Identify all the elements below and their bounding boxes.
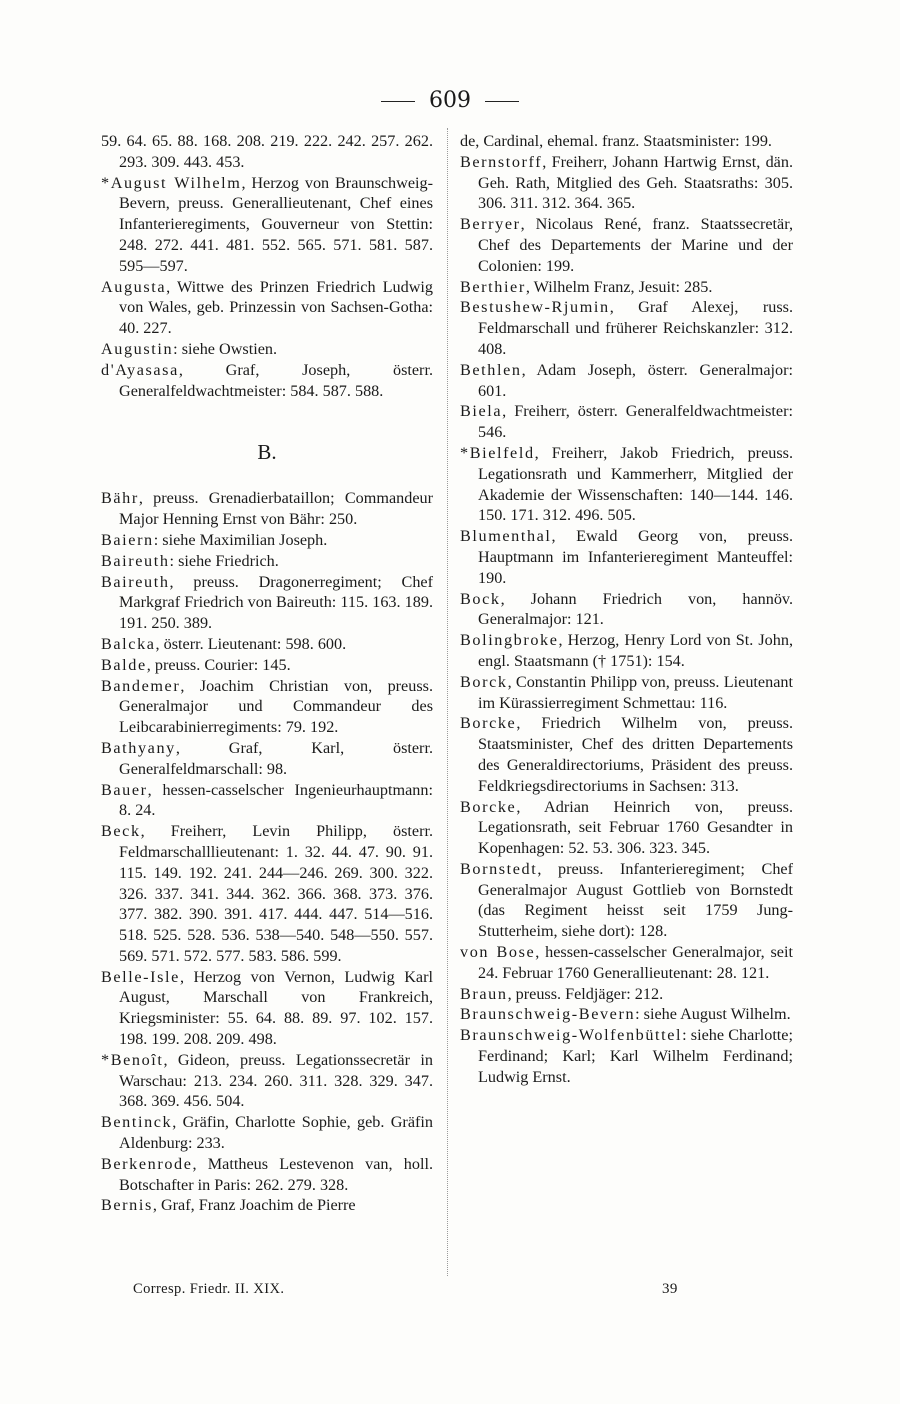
entry-headword: Biela xyxy=(460,402,503,421)
entry-headword: Beck xyxy=(101,822,141,841)
entry-headword: Blumenthal xyxy=(460,527,552,546)
entry-headword: von Bose xyxy=(460,943,536,962)
entry-headword: Bernstorff xyxy=(460,152,543,171)
index-entry xyxy=(460,297,793,359)
index-entry xyxy=(460,942,793,984)
entry-headword: Borck xyxy=(460,672,508,691)
index-entry xyxy=(460,360,793,402)
index-entry xyxy=(101,277,433,339)
entry-text: , Gideon, preuss. Legationssecretär in Warschau: 213. 234. 260. 311. 328. 329. 347. 368. 369. 456. 504. xyxy=(119,1050,433,1111)
entry-text: , Freiherr, Jakob Friedrich, preuss. Legationsrath und Kammerherr, Mitglied der Akademie der Wissenschaften: 140—144. 146. 150. 171. 312. 496. 505. xyxy=(478,443,793,525)
index-entry xyxy=(460,589,793,631)
entry-headword: Bock xyxy=(460,589,501,608)
entry-text: 59. 64. 65. 88. 168. 208. 219. 222. 242. 257. 262. 293. 309. 443. 453. xyxy=(101,132,433,171)
entry-text: , Friedrich Wilhelm von, preuss. Staatsminister, Chef des dritten Departements des Generaldirectoriums, Präsident des preuss. Feldkriegsdirectoriums in Sachsen: 313. xyxy=(478,714,793,795)
entry-headword: Bandemer xyxy=(101,676,181,695)
entry-text: , Ewald Georg von, preuss. Hauptmann im Infanterieregiment Manteuffel: 190. xyxy=(478,527,793,587)
column-divider xyxy=(447,128,448,1276)
index-entry xyxy=(460,672,793,714)
index-entry xyxy=(101,173,433,277)
index-entry xyxy=(460,131,793,152)
entry-headword: Belle-Isle xyxy=(101,967,180,986)
entry-headword: Borcke xyxy=(460,714,517,733)
index-entry xyxy=(101,551,433,572)
entry-headword: Borcke xyxy=(460,797,517,816)
entry-text: , Adrian Heinrich von, preuss. Legationsrath, seit Februar 1760 Gesandter in Kopenhagen: 52. 53. 306. 323. 345. xyxy=(478,797,793,858)
index-entry xyxy=(101,967,433,1050)
entry-headword: Baireuth xyxy=(101,572,170,591)
entry-text: , Gräfin, Charlotte Sophie, geb. Gräfin Aldenburg: 233. xyxy=(119,1113,433,1153)
entry-headword: Baireuth xyxy=(101,551,170,570)
entry-text: , preuss. Courier: 145. xyxy=(146,655,291,674)
header-rule-right xyxy=(485,101,519,102)
entry-headword: Balcka xyxy=(101,634,156,653)
entry-text: , Graf, Karl, österr. Generalfeldmarschall: 98. xyxy=(119,738,433,778)
left-column xyxy=(101,131,433,1216)
header-rule-left xyxy=(381,101,415,102)
entry-text: , Nicolaus René, franz. Staatssecretär, Chef des Departements der Marine und der Colonien: 199. xyxy=(478,215,793,275)
page-number: 609 xyxy=(429,88,471,113)
entry-text: , österr. Lieutenant: 598. 600. xyxy=(155,634,347,653)
entry-headword: *August Wilhelm xyxy=(101,173,242,192)
index-entry xyxy=(101,738,433,780)
entry-text: : siehe Friedrich. xyxy=(169,551,279,570)
index-entry xyxy=(460,1004,793,1025)
index-entry xyxy=(101,634,433,655)
index-entry xyxy=(101,821,433,967)
entry-text: , Herzog von Vernon, Ludwig Karl August, Marschall von Frankreich, Kriegsminister: 55. 64. 88. 89. 97. 102. 157. 198. 199. 208. 209. 498. xyxy=(119,967,433,1049)
entry-text: : siehe Charlotte; Ferdinand; Karl; Karl Wilhelm Ferdinand; Ludwig Ernst. xyxy=(478,1026,793,1086)
entry-text: : siehe August Wilhelm. xyxy=(635,1005,791,1024)
entry-headword: Augustin xyxy=(101,339,174,358)
left-entries-b xyxy=(101,488,433,1216)
entry-headword: Bentinck xyxy=(101,1113,173,1132)
index-entry xyxy=(101,339,433,360)
index-entry xyxy=(101,530,433,551)
entry-headword: Bestushew-Rjumin xyxy=(460,298,610,317)
entry-headword: Augusta xyxy=(101,277,167,296)
index-entry xyxy=(460,797,793,859)
left-entries-a xyxy=(101,131,433,401)
index-entry xyxy=(101,1050,433,1112)
entry-headword: Bolingbroke xyxy=(460,631,559,650)
index-entry xyxy=(101,572,433,634)
index-entry xyxy=(101,1195,433,1216)
entry-text: , Freiherr, Levin Philipp, österr. Feldmarschalllieutenant: 1. 32. 44. 47. 90. 91. 115. 149. 192. 241. 244—246. 269. 300. 322. 326. 337. 341. 344. 362. 366. 368. 373. 376. 377. 382. 390. 391. 417. 444. 447. 514—516. 518. 525. 528. 536. 538—540. 548—550. 557. 569. 571. 572. 577. 583. 586. 599. xyxy=(119,822,433,965)
entry-text: : siehe Owstien. xyxy=(173,339,278,358)
entry-text: , Constantin Philipp von, preuss. Lieutenant im Kürassierregiment Schmettau: 116. xyxy=(478,672,793,712)
index-entry xyxy=(460,859,793,942)
entry-text: , Freiherr, Johann Hartwig Ernst, dän. Geh. Rath, Mitglied des Geh. Staatsraths: 305. 306. 311. 312. 364. 365. xyxy=(478,152,793,213)
entry-headword: *Bielfeld xyxy=(460,443,535,462)
footer-sheet-number: 39 xyxy=(662,1281,678,1297)
section-heading: B. xyxy=(257,440,277,465)
entry-text: : siehe Maximilian Joseph. xyxy=(153,530,328,549)
index-entry xyxy=(460,401,793,443)
index-entry xyxy=(101,676,433,738)
entry-text: , Herzog, Henry Lord von St. John, engl. Staatsmann († 1751): 154. xyxy=(478,631,793,670)
entry-headword: Bethlen xyxy=(460,360,522,379)
entry-headword: Bauer xyxy=(101,780,148,799)
right-column xyxy=(460,131,793,1088)
index-entry xyxy=(101,1154,433,1196)
entry-headword: Berryer xyxy=(460,215,521,234)
index-entry xyxy=(460,152,793,214)
entry-text: , Adam Joseph, österr. Generalmajor: 601. xyxy=(478,360,793,400)
entry-headword: Braunschweig-Wolfenbüttel xyxy=(460,1026,683,1045)
entry-text: , hessen-casselscher Ingenieurhauptmann: 8. 24. xyxy=(119,780,433,820)
right-entries xyxy=(460,131,793,1088)
index-entry xyxy=(460,526,793,588)
entry-text: , preuss. Dragonerregiment; Chef Markgraf Friedrich von Baireuth: 115. 163. 189. 191. 250. 389. xyxy=(119,572,433,633)
entry-text: , Freiherr, österr. Generalfeldwachtmeister: 546. xyxy=(478,402,793,442)
index-entry xyxy=(101,131,433,173)
footer-signature: Corresp. Friedr. II. XIX. xyxy=(133,1281,285,1297)
entry-text: , Graf, Franz Joachim de Pierre xyxy=(152,1196,356,1215)
index-entry xyxy=(460,443,793,526)
entry-headword: Bernis xyxy=(101,1196,153,1215)
entry-text: , Wittwe des Prinzen Friedrich Ludwig von Wales, geb. Prinzessin von Sachsen-Gotha: 40. 227. xyxy=(119,277,433,338)
index-entry xyxy=(101,488,433,530)
entry-headword: *Benoît xyxy=(101,1050,164,1069)
entry-headword: Braun xyxy=(460,984,508,1003)
entry-text: , preuss. Infanterieregiment; Chef Generalmajor August Gottlieb von Bornstedt (das Regiment heisst seit 1759 Jung-Stutterheim, siehe dort): 128. xyxy=(478,859,793,941)
entry-headword: Berthier xyxy=(460,277,526,296)
entry-headword: Braunschweig-Bevern xyxy=(460,1005,636,1024)
entry-headword: Balde xyxy=(101,655,147,674)
entry-text: , hessen-casselscher Generalmajor, seit 24. Februar 1760 Generallieutenant: 28. 121. xyxy=(478,943,793,982)
entry-text: , Mattheus Lestevenon van, holl. Botschafter in Paris: 262. 279. 328. xyxy=(119,1154,433,1194)
index-entry xyxy=(460,1025,793,1087)
entry-text: , Herzog von Braunschweig-Bevern, preuss. Generallieutenant, Chef eines Infanterieregiments, Gouverneur von Stettin: 248. 272. 441. 481. 552. 565. 571. 581. 587. 595—597. xyxy=(119,173,433,275)
entry-text: , Graf, Joseph, österr. Generalfeldwachtmeister: 584. 587. 588. xyxy=(119,360,433,400)
entry-text: , preuss. Grenadierbataillon; Commandeur Major Henning Ernst von Bähr: 250. xyxy=(119,489,433,529)
entry-headword: Bähr xyxy=(101,489,139,508)
index-entry xyxy=(460,277,793,298)
index-entry xyxy=(101,780,433,822)
index-entry xyxy=(460,984,793,1005)
entry-text: , preuss. Feldjäger: 212. xyxy=(507,984,664,1003)
entry-text: de, Cardinal, ehemal. franz. Staatsminister: 199. xyxy=(460,132,772,150)
entry-headword: Bathyany xyxy=(101,738,176,757)
index-entry xyxy=(101,360,433,402)
page-header xyxy=(0,86,900,116)
entry-text: , Johann Friedrich von, hannöv. Generalmajor: 121. xyxy=(478,589,793,629)
index-entry xyxy=(460,214,793,276)
index-entry xyxy=(460,713,793,796)
entry-headword: Berkenrode xyxy=(101,1154,193,1173)
index-entry xyxy=(101,1112,433,1154)
entry-text: , Graf Alexej, russ. Feldmarschall und früherer Reichskanzler: 312. 408. xyxy=(478,298,793,358)
entry-headword: Bornstedt xyxy=(460,859,538,878)
index-entry xyxy=(101,655,433,676)
entry-text: , Joachim Christian von, preuss. Generalmajor und Commandeur des Leibcarabinierregiments: 79. 192. xyxy=(119,676,433,737)
entry-headword: Baiern xyxy=(101,530,154,549)
entry-headword: d'Ayasasa xyxy=(101,360,179,379)
index-entry xyxy=(460,630,793,672)
entry-text: , Wilhelm Franz, Jesuit: 285. xyxy=(525,277,713,296)
